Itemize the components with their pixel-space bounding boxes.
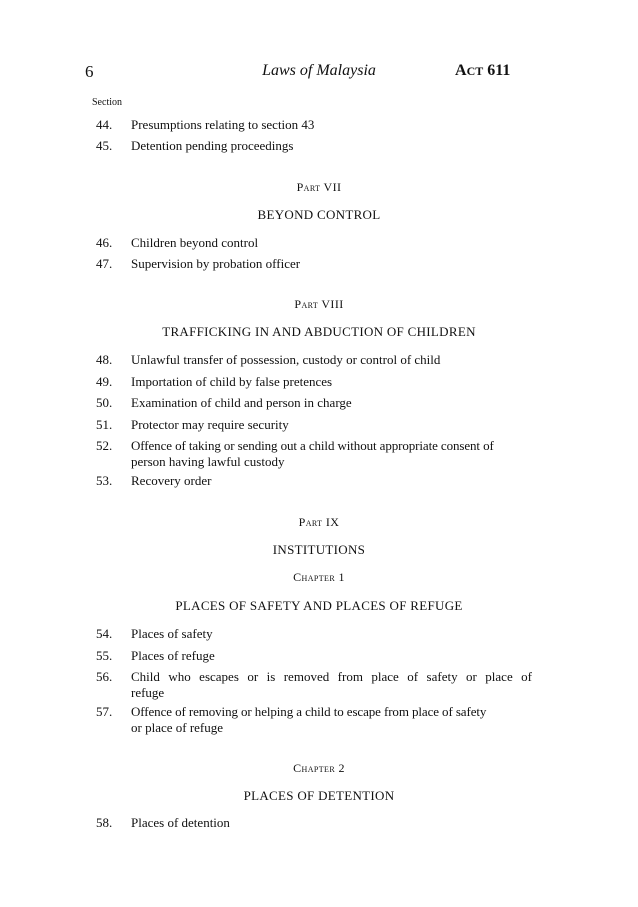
section-number: 58. — [96, 815, 113, 830]
part-heading-viii: Part VIII — [294, 297, 344, 311]
part-heading-ix: Part IX — [298, 515, 340, 529]
section-number: 56. — [96, 669, 113, 684]
section-title: Places of safety — [131, 626, 213, 641]
section-title: Presumptions relating to section 43 — [131, 117, 315, 132]
section-title-line-1: Offence of removing or helping a child to escape from place of safety — [131, 704, 487, 719]
section-number: 44. — [96, 117, 113, 132]
section-title-line-1: Offence of taking or sending out a child without appropriate consent of — [131, 438, 494, 453]
section-number: 57. — [96, 704, 113, 719]
section-number: 51. — [96, 417, 113, 432]
page-number: 6 — [85, 62, 94, 81]
part-title-ix: INSTITUTIONS — [272, 542, 366, 557]
section-number: 52. — [96, 438, 113, 453]
act-prefix-initial: A — [455, 62, 467, 79]
section-number: 54. — [96, 626, 113, 641]
chapter-title-2: PLACES OF DETENTION — [243, 788, 395, 803]
section-title-line-1: Child who escapes or is removed from place of safety or place of — [131, 669, 533, 684]
section-column-label: Section — [92, 97, 122, 108]
section-title: Importation of child by false pretences — [131, 374, 333, 389]
section-number: 50. — [96, 395, 113, 410]
chapter-heading-1: Chapter 1 — [293, 570, 345, 584]
part-title-viii: TRAFFICKING IN AND ABDUCTION OF CHILDREN — [162, 324, 476, 339]
chapter-heading-2: Chapter 2 — [293, 761, 345, 775]
part-title-vii: BEYOND CONTROL — [257, 207, 381, 222]
section-title: Recovery order — [131, 473, 212, 488]
section-title-line-2: person having lawful custody — [131, 454, 285, 469]
section-number: 47. — [96, 256, 113, 271]
section-title: Unlawful transfer of possession, custody or control of child — [131, 352, 441, 367]
section-title: Examination of child and person in charge — [131, 395, 352, 410]
section-number: 45. — [96, 138, 113, 153]
act-reference — [455, 62, 510, 80]
section-number: 48. — [96, 352, 113, 367]
chapter-title-1: PLACES OF SAFETY AND PLACES OF REFUGE — [175, 598, 463, 613]
act-number: 611 — [487, 62, 511, 79]
section-number: 53. — [96, 473, 113, 488]
section-number: 55. — [96, 648, 113, 663]
section-title: Places of detention — [131, 815, 230, 830]
section-title: Detention pending proceedings — [131, 138, 294, 153]
section-title-line-2: refuge — [131, 685, 165, 700]
section-title: Protector may require security — [131, 417, 289, 432]
section-title: Children beyond control — [131, 235, 259, 250]
section-number: 46. — [96, 235, 113, 250]
section-title-line-2: or place of refuge — [131, 720, 224, 735]
section-title: Places of refuge — [131, 648, 215, 663]
running-title: Laws of Malaysia — [262, 62, 376, 79]
act-prefix-rest: CT — [466, 64, 484, 78]
section-number: 49. — [96, 374, 113, 389]
section-title: Supervision by probation officer — [131, 256, 301, 271]
part-heading-vii: Part VII — [296, 180, 342, 194]
